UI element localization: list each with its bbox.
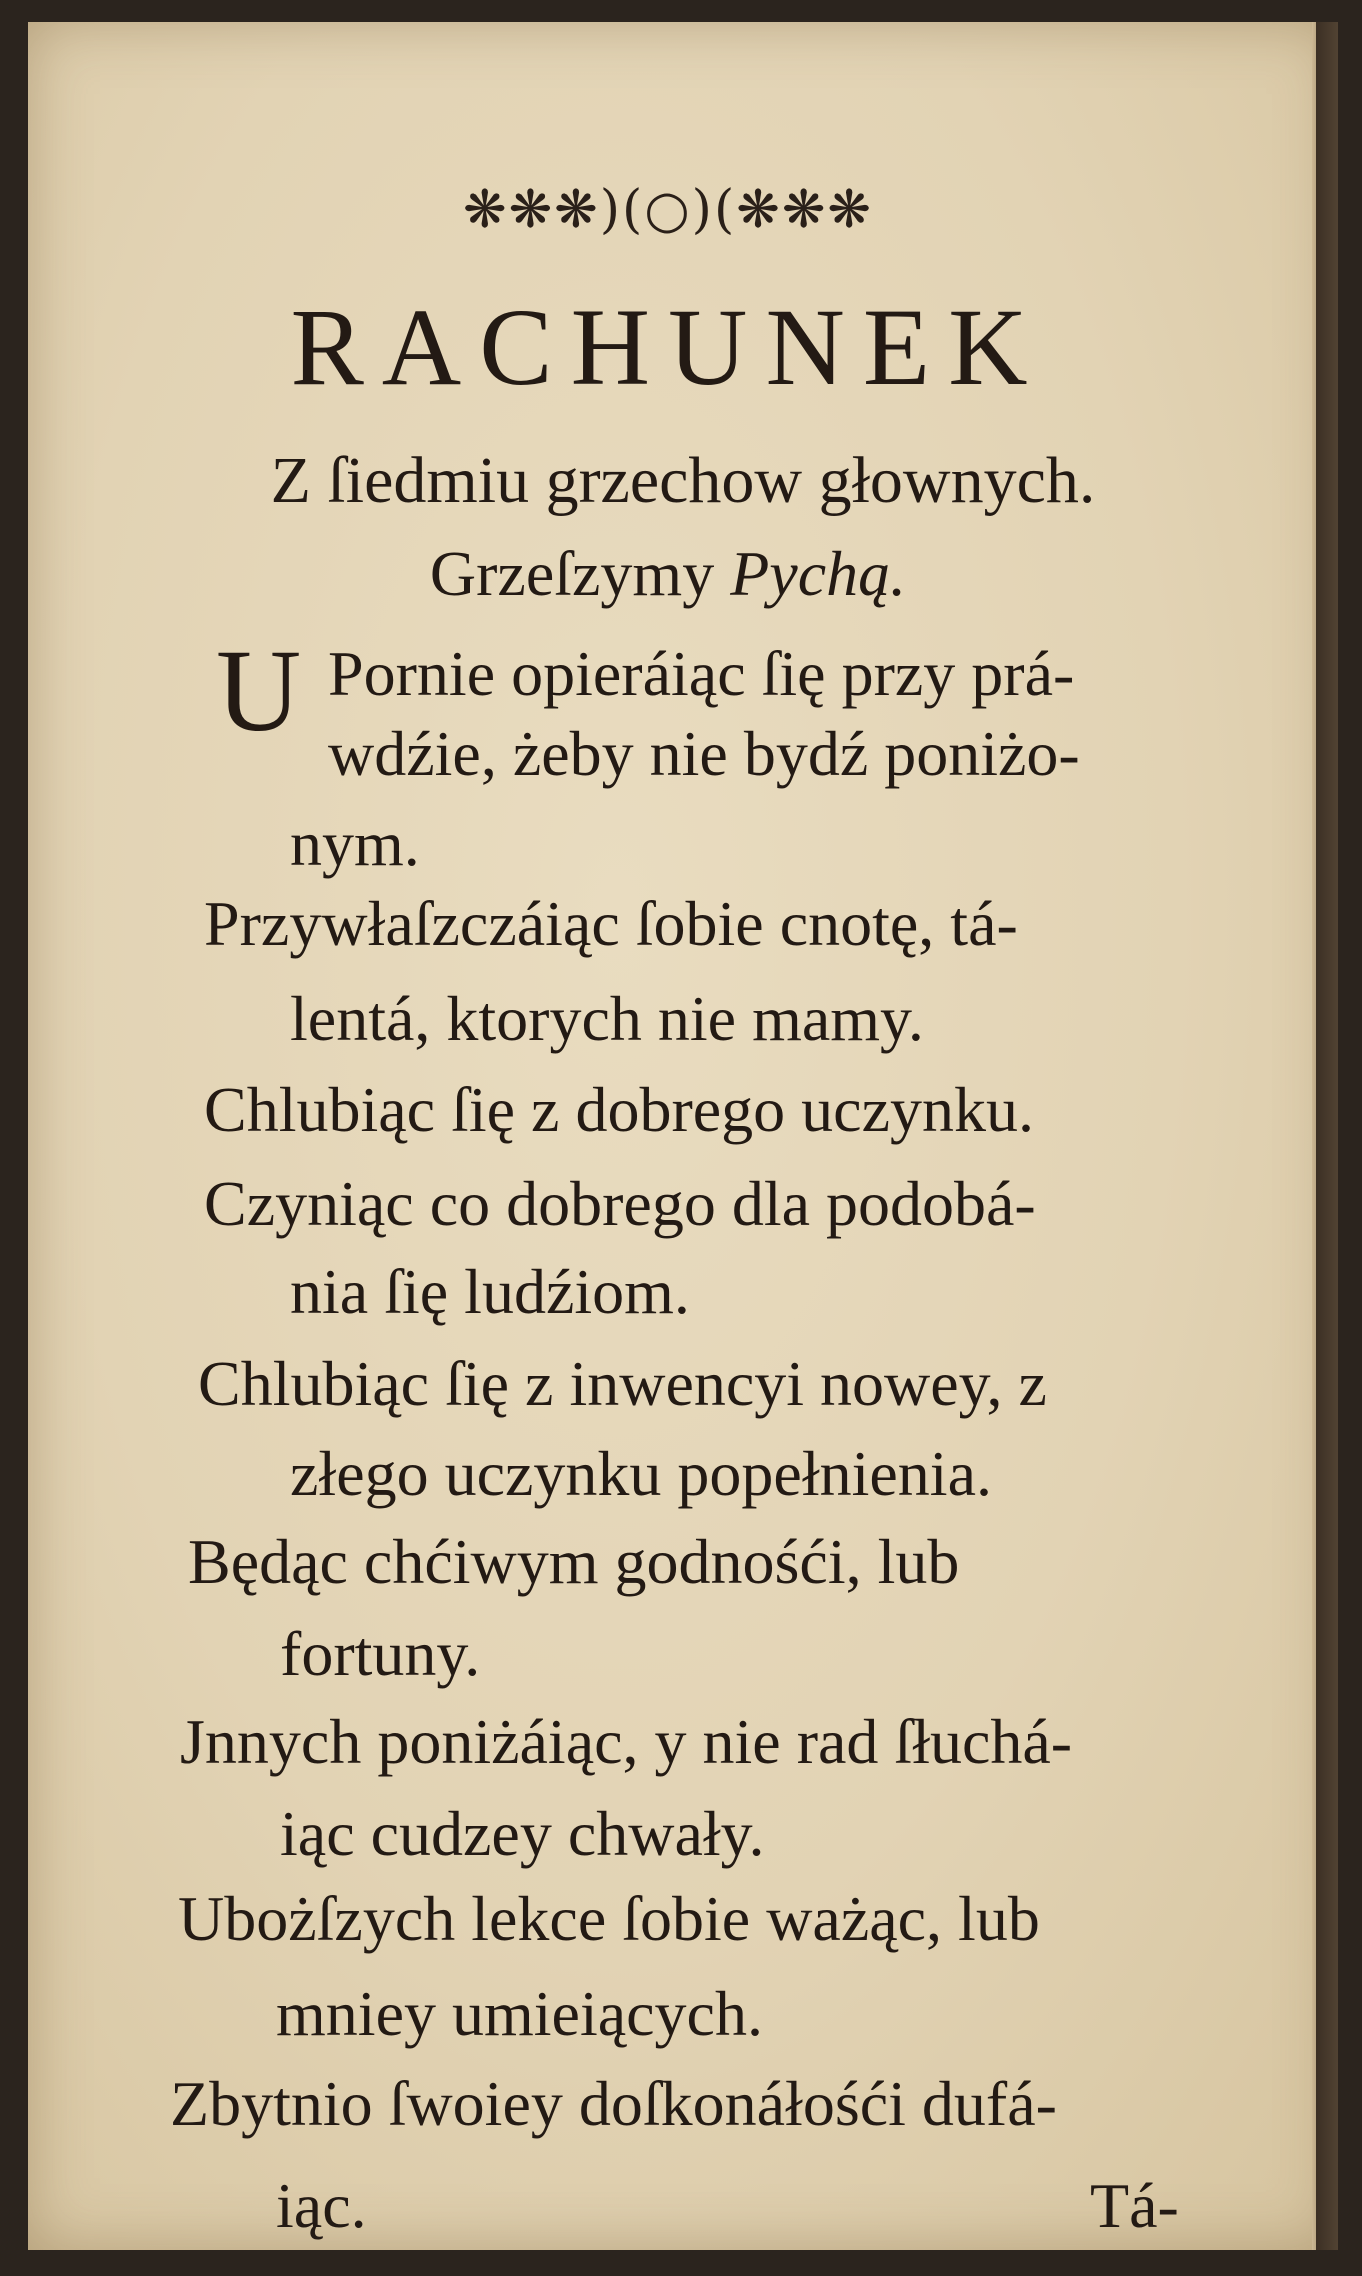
text-line: iąc. [276, 2170, 367, 2241]
section-heading-italic: Pychą. [730, 538, 907, 609]
catchword: Tá- [1090, 2170, 1179, 2241]
text-line: Będąc chćiwym godnośći, lub [188, 1526, 960, 1597]
book-page [28, 22, 1338, 2250]
text-line: lentá, ktorych nie mamy. [290, 983, 924, 1054]
text-line: Przywłaſzczáiąc ſobie cnotę, tá- [204, 888, 1018, 959]
text-line: Pornie opieráiąc ſię przy prá- [328, 638, 1075, 709]
text-line: Zbytnio ſwoiey doſkonáłośći dufá- [170, 2068, 1057, 2139]
text-line: Czyniąc co dobrego dla podobá- [204, 1168, 1036, 1239]
adjacent-page-edge [1316, 22, 1338, 2250]
section-heading-prefix: Grzeſzymy [429, 538, 731, 609]
page-subtitle: Z ſiedmiu grzechow głownych. [270, 444, 1096, 517]
text-line: iąc cudzey chwały. [280, 1798, 765, 1869]
text-line: nym. [290, 808, 420, 879]
drop-cap: U [216, 625, 302, 756]
text-line: Chlubiąc ſię z dobrego uczynku. [204, 1074, 1034, 1145]
page-title: RACHUNEK [290, 286, 1046, 408]
text-line: mniey umieiących. [276, 1978, 763, 2049]
text-line: Chlubiąc ſię z inwencyi nowey, z [198, 1348, 1047, 1419]
text-line: Ubożſzych lekce ſobie ważąc, lub [178, 1883, 1040, 1954]
section-heading [28, 538, 1308, 609]
text-line: wdźie, żeby nie bydź poniżo- [328, 718, 1080, 789]
header-ornament: ❋❋❋)(○)(❋❋❋ [463, 180, 873, 240]
text-line: fortuny. [280, 1618, 481, 1689]
text-line: złego uczynku popełnienia. [290, 1438, 992, 1509]
text-line: Jnnych poniżáiąc, y nie rad ſłuchá- [180, 1706, 1073, 1777]
text-line: nia ſię ludźiom. [290, 1256, 690, 1327]
